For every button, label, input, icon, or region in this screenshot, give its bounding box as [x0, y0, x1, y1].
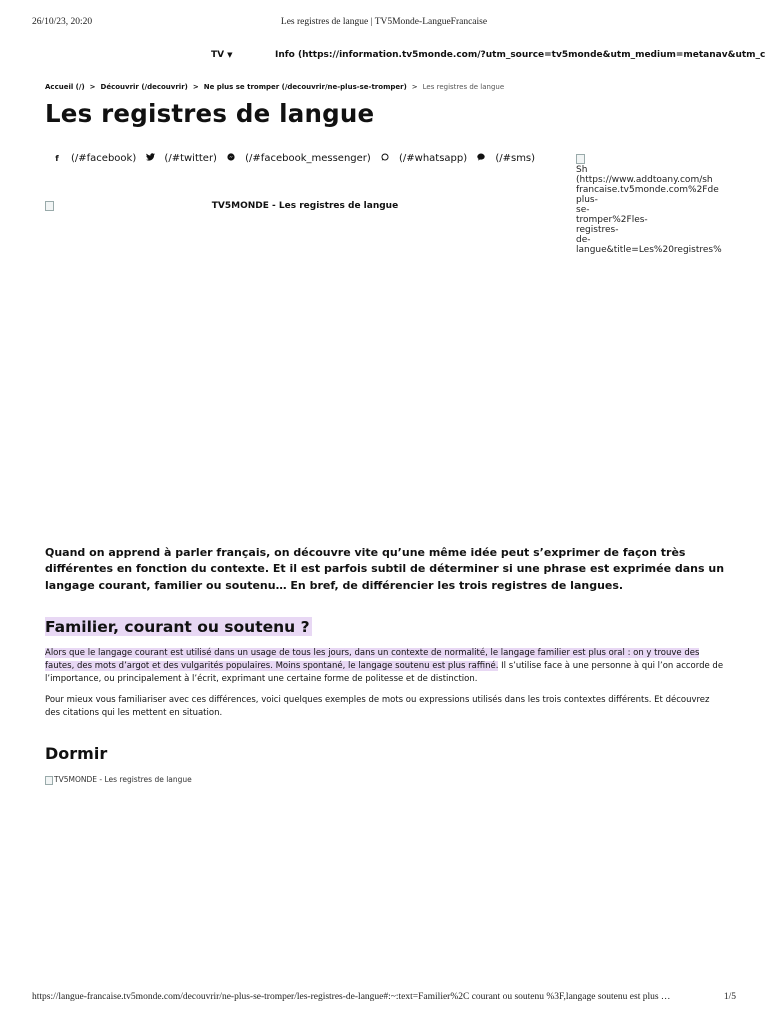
share-bar [52, 153, 541, 164]
share-messenger-label: (/#facebook_messenger) [245, 153, 371, 164]
dormir-image [45, 775, 192, 785]
whatsapp-icon [380, 153, 390, 163]
sms-icon [476, 153, 486, 163]
print-date: 26/10/23, 20:20 [32, 17, 93, 27]
share-whatsapp-link[interactable] [380, 153, 467, 164]
hero-image-caption: TV5MONDE - Les registres de langue [211, 201, 399, 211]
print-page-number: 1/5 [723, 992, 736, 1002]
print-footer [0, 992, 768, 1006]
messenger-icon [226, 153, 236, 163]
broken-image-icon [45, 776, 53, 785]
top-nav [211, 50, 768, 64]
nav-info-link[interactable]: Info (https://information.tv5monde.com/?utm_source=tv5monde&utm_medium=metanav&utm_c [275, 50, 766, 60]
breadcrumb-separator: > [89, 83, 96, 91]
share-facebook-link[interactable] [52, 153, 136, 164]
share-sms-link[interactable] [476, 153, 535, 164]
print-url: https://langue-francaise.tv5monde.com/decouvrir/ne-plus-se-tromper/les-registres-de-langue#:~:text=Familier%2C courant ou soutenu %3F,langage soutenu est plus … [32, 992, 671, 1002]
share-twitter-label: (/#twitter) [164, 153, 217, 164]
print-header [0, 17, 768, 31]
breadcrumb-link-home[interactable]: Accueil (/) [45, 83, 85, 91]
share-messenger-link[interactable] [226, 153, 371, 164]
nav-tv-label: TV [211, 50, 225, 60]
breadcrumb-current: Les registres de langue [422, 83, 505, 91]
section-heading-familier-courant-soutenu: Familier, courant ou soutenu ? [45, 618, 310, 636]
page-title: Les registres de langue [45, 99, 375, 128]
section-heading-dormir: Dormir [45, 744, 108, 763]
print-page-title: Les registres de langue | TV5Monde-LangueFrancaise [280, 17, 488, 27]
share-facebook-label: (/#facebook) [71, 153, 137, 164]
breadcrumb [45, 83, 504, 91]
share-whatsapp-label: (/#whatsapp) [398, 153, 468, 164]
breadcrumb-separator: > [192, 83, 199, 91]
body-paragraph-exemples: Pour mieux vous familiariser avec ces différences, voici quelques exemples de mots ou expressions utilisés dans les trois contextes différents. Et découvrez des citations qui les mettent en situation. [45, 695, 710, 719]
breadcrumb-separator: > [411, 83, 418, 91]
share-twitter-link[interactable] [145, 153, 217, 164]
paragraph-text: Il s’utilise face à une personne à qui l’on accorde de l’importance, ou principalement à l’écrit, exprimant une certaine forme de politesse et de distinction. [45, 661, 724, 685]
facebook-icon: f [55, 154, 59, 163]
nav-tv-menu[interactable] [211, 50, 233, 60]
caret-down-icon: ▼ [227, 51, 233, 59]
twitter-icon [145, 153, 155, 163]
intro-paragraph: Quand on apprend à parler français, on découvre vite qu’une même idée peut s’exprimer de façon très différentes en fonction du contexte. Et il est parfois subtil de déterminer si une phrase est exprimée dans un langage courant, familier ou soutenu… En bref, de différencier les trois registres de langues. [45, 546, 725, 592]
breadcrumb-link-ne-plus-se-tromper[interactable]: Ne plus se tromper (/decouvrir/ne-plus-se-tromper) [203, 83, 407, 91]
dormir-image-alt: TV5MONDE - Les registres de langue [54, 775, 192, 784]
share-more-text: Sh (https://www.addtoany.com/sh francaise.tv5monde.com%2Fde plus- se- tromper%2Fles- registres- de- langue&title=Les%20registres% [576, 164, 722, 255]
body-paragraph-registres [45, 647, 725, 687]
share-sms-label: (/#sms) [495, 153, 536, 164]
breadcrumb-link-decouvrir[interactable]: Découvrir (/decouvrir) [100, 83, 188, 91]
highlighted-text: Alors que le langage courant est utilisé dans un usage de tous les jours, dans un contexte de normalité, le langage familier est plus oral : on y trouve des fautes, des mots d’argot et des vulgarités populaires. Moins spontané, le langage soutenu est plus raffiné. [45, 648, 700, 672]
share-more-link[interactable] [576, 154, 736, 255]
broken-image-icon [576, 154, 585, 164]
